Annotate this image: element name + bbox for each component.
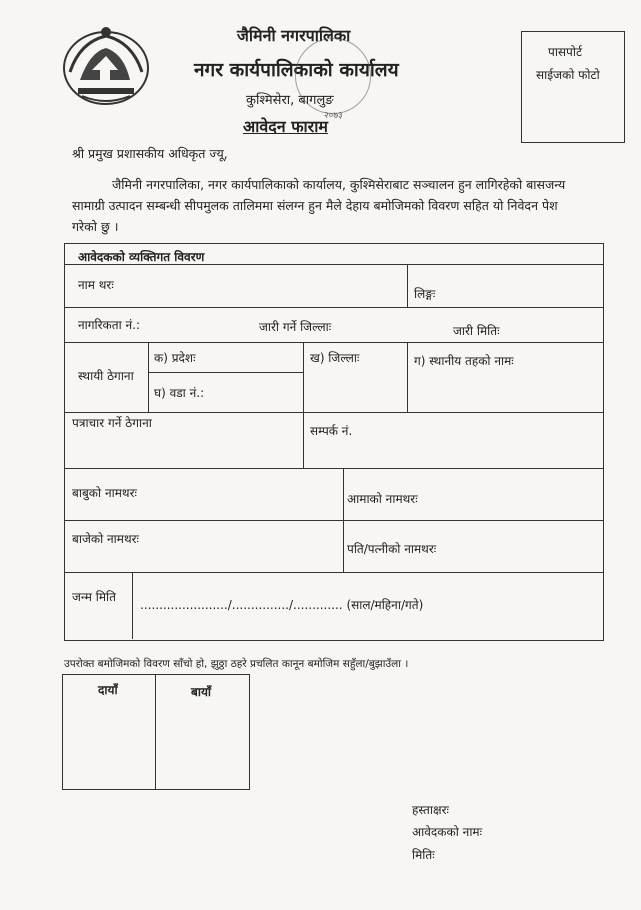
issue-district-label: जारी गर्ने जिल्लाः (259, 320, 332, 334)
province-label: क) प्रदेशः (154, 351, 196, 365)
applicant-details-table (64, 243, 604, 641)
spouse-label: पति/पत्नीको नामथरः (347, 542, 437, 556)
contact-label: सम्पर्क नं. (310, 424, 353, 438)
district-label: ख) जिल्लाः (310, 351, 360, 365)
salutation: श्री प्रमुख प्रशासकीय अधिकृत ज्यू, (72, 146, 228, 161)
issue-date-label: जारी मितिः (453, 324, 500, 338)
dob-label: जन्म मिति (72, 590, 116, 604)
body-line-2: सामाग्री उत्पादन सम्बन्धी सीपमुलक तालिममा संलग्न हुन मैले देहाय बमोजिमको विवरण सहित यो निवेदन पेश (72, 198, 558, 213)
local-level-label: ग) स्थानीय तहको नामः (414, 354, 514, 368)
dob-format: ......................./.............../............. (साल/महिना/गते) (140, 598, 424, 612)
emblem-logo (60, 22, 152, 108)
applicant-name-label: आवेदकको नामः (412, 825, 483, 839)
postal-address-label: पत्राचार गर्ने ठेगाना (72, 416, 152, 430)
office-name: नगर कार्यपालिकाको कार्यालय (194, 59, 399, 81)
signature-label: हस्ताक्षरः (412, 803, 449, 817)
body-line-3: गरेको छु । (72, 219, 119, 234)
office-stamp (295, 38, 371, 114)
declaration: उपरोक्त बमोजिमको विवरण साँचो हो, झुठ्ठा ठहरे प्रचलित कानून बमोजिम सहुँला/बुझाउँला । (64, 658, 409, 670)
photo-box-line2: साईजको फोटो (536, 68, 600, 82)
right-thumb-label: दायाँ (98, 683, 118, 697)
thumbprint-box (62, 674, 250, 790)
municipality-name: जैमिनी नगरपालिका (237, 26, 351, 45)
office-address: कुश्मिसेरा, बागलुङ (246, 93, 334, 108)
permanent-address-label: स्थायी ठेगाना (78, 369, 134, 383)
stamp-year: २०७३ (324, 111, 343, 121)
grandfather-label: बाजेको नामथरः (72, 532, 139, 546)
section-heading: आवेदकको व्यक्तिगत विवरण (78, 250, 205, 264)
ward-label: घ) वडा नं.: (154, 386, 205, 400)
mother-label: आमाको नामथरः (347, 492, 418, 506)
gender-label: लिङ्गः (414, 287, 436, 301)
body-line-1: जैमिनी नगरपालिका, नगर कार्यपालिकाको कार्यालय, कुश्मिसेराबाट सञ्चालन हुन लागिरहेको बासजन्य (112, 177, 566, 192)
citizenship-label: नागरिकता नं.: (78, 318, 141, 332)
signature-date-label: मितिः (412, 848, 435, 862)
left-thumb-label: बायाँ (191, 685, 212, 699)
photo-box-line1: पासपोर्ट (548, 45, 583, 59)
form-title: आवेदन फाराम (243, 117, 328, 136)
name-label: नाम थरः (78, 278, 114, 292)
father-label: बाबुको नामथरः (72, 486, 137, 500)
